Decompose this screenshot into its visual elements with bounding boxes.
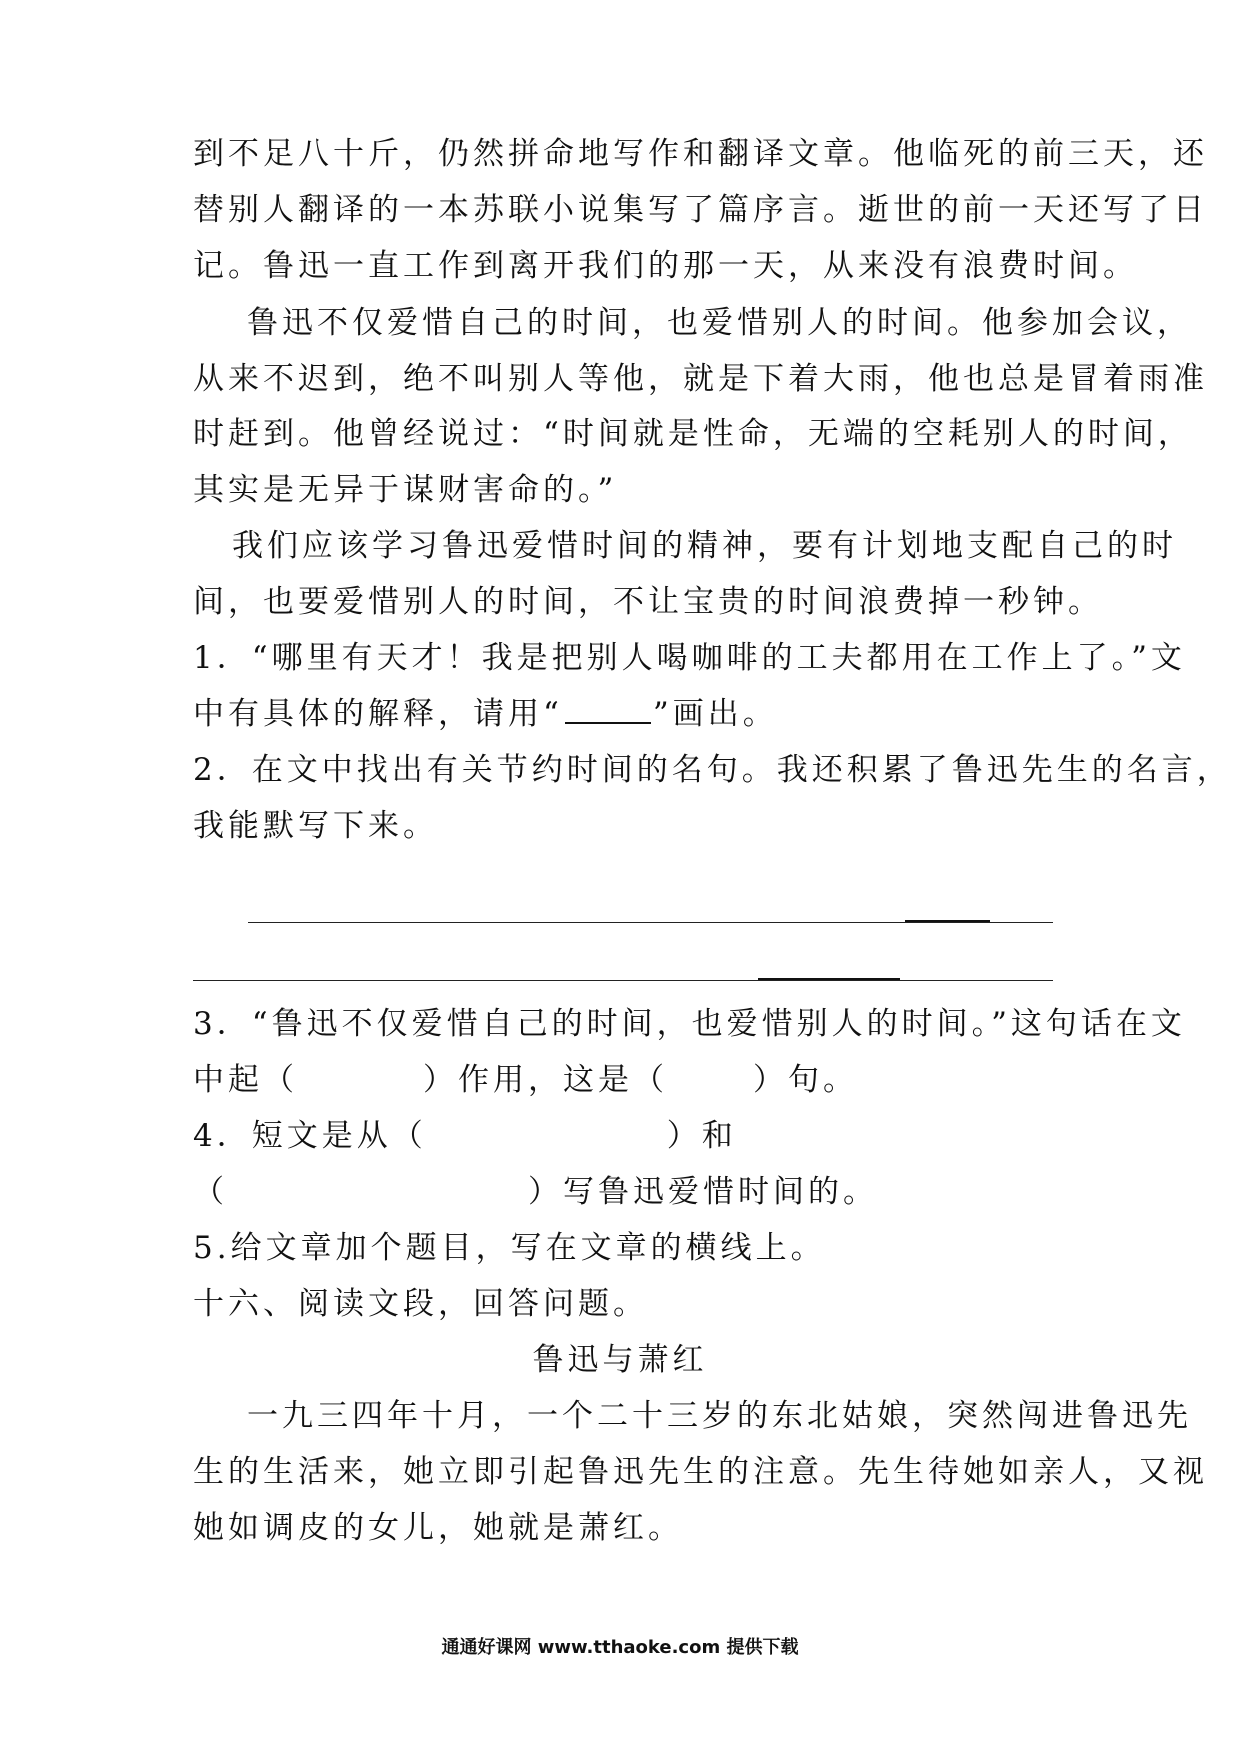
question-3-text: 3．“鲁迅不仅爱惜自己的时间，也爱惜别人的时间。”这句话在文 <box>193 1006 1186 1042</box>
passage-2-line: 她如调皮的女儿，她就是萧红。 <box>193 1510 683 1546</box>
question-3-part-c: ）句。 <box>753 1062 858 1098</box>
question-4-part-b: ）和 <box>666 1118 737 1154</box>
question-3-blanks <box>193 1060 858 1100</box>
underline-sample <box>565 696 651 724</box>
question-4-part-c: （ <box>193 1174 228 1210</box>
question-1-text: 1．“哪里有天才！我是把别人喝咖啡的工夫都用在工作上了。”文 <box>193 640 1186 676</box>
answer-line[interactable] <box>248 922 1053 923</box>
question-4-part-d: ）写鲁迅爱惜时间的。 <box>528 1174 878 1210</box>
footer-credit: 通通好课网 www.tthaoke.com 提供下载 <box>441 1637 799 1658</box>
passage-line: 替别人翻译的一本苏联小说集写了篇序言。逝世的前一天还写了日 <box>193 192 1208 228</box>
answer-line-overlay <box>905 920 990 922</box>
passage-line: 到不足八十斤，仍然拼命地写作和翻译文章。他临死的前三天，还 <box>193 136 1208 172</box>
answer-line-overlay <box>758 978 900 980</box>
question-4-line-1 <box>193 1116 737 1156</box>
passage-line: 间，也要爱惜别人的时间，不让宝贵的时间浪费掉一秒钟。 <box>193 584 1103 620</box>
passage-2-line: 生的生活来，她立即引起鲁迅先生的注意。先生待她如亲人，又视 <box>193 1454 1208 1490</box>
passage-line: 我们应该学习鲁迅爱惜时间的精神，要有计划地支配自己的时 <box>232 528 1177 564</box>
question-4-part-a: 4．短文是从（ <box>193 1118 427 1154</box>
question-2-text-cont: 我能默写下来。 <box>193 808 438 844</box>
question-4-line-2 <box>193 1172 878 1212</box>
question-2-text: 2．在文中找出有关节约时间的名句。我还积累了鲁迅先生的名言， <box>193 752 1232 788</box>
question-3-part-b: ）作用，这是（ <box>423 1062 668 1098</box>
question-1-instruction-b: ”画出。 <box>652 696 778 732</box>
question-3-part-a: 中起（ <box>193 1062 298 1098</box>
passage-line: 从来不迟到，绝不叫别人等他，就是下着大雨，他也总是冒着雨准 <box>193 361 1208 397</box>
passage-2-title: 鲁迅与萧红 <box>532 1342 708 1378</box>
question-5-text: 5.给文章加个题目，写在文章的横线上。 <box>193 1230 826 1266</box>
passage-line: 鲁迅不仅爱惜自己的时间，也爱惜别人的时间。他参加会议， <box>247 305 1192 341</box>
section-16-heading: 十六、阅读文段，回答问题。 <box>193 1286 648 1322</box>
answer-line[interactable] <box>193 980 1053 981</box>
question-1-instruction-a: 中有具体的解释，请用“ <box>193 696 563 732</box>
passage-line: 记。鲁迅一直工作到离开我们的那一天，从来没有浪费时间。 <box>193 248 1138 284</box>
passage-2-line: 一九三四年十月，一个二十三岁的东北姑娘，突然闯进鲁迅先 <box>247 1398 1192 1434</box>
passage-line: 时赶到。他曾经说过：“时间就是性命，无端的空耗别人的时间， <box>193 416 1193 452</box>
passage-line: 其实是无异于谋财害命的。” <box>193 472 618 508</box>
question-1-instruction <box>193 694 778 734</box>
